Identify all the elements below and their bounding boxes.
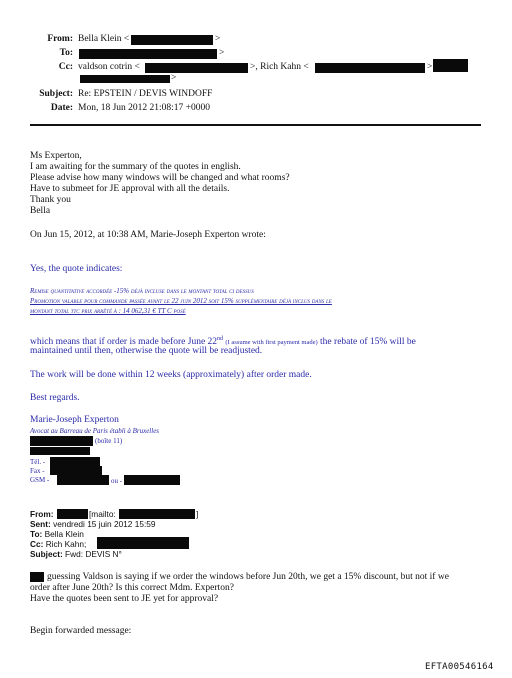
body-line: Ms Experton, (30, 151, 82, 161)
to-label: To: (59, 48, 73, 58)
redaction-block (30, 572, 44, 582)
fwd-subject-value: Fwd: DEVIS N° (65, 549, 122, 559)
fwd-to-label: To: (30, 529, 43, 539)
fwd-from-label: From: (30, 509, 54, 519)
from-gt: > (215, 34, 221, 44)
means-text-a: which means that if order is made before June 22 (30, 337, 218, 348)
guess-line: guessing Valdson is saying if we order the windows before Jun 20th, we get a 15% discount, but not if we (47, 572, 449, 582)
from-value: Bella Klein < (78, 34, 130, 44)
body-line: Have to submeet for JE approval with all the details. (30, 184, 230, 194)
redaction-block (30, 447, 90, 455)
redaction-block (80, 75, 170, 83)
fwd-subject (30, 549, 122, 559)
guess-line: Have the quotes been sent to JE yet for approval? (30, 594, 219, 604)
fwd-sent (30, 519, 155, 529)
redaction-block (30, 436, 93, 446)
means-line-2: maintained until then, otherwise the quote will be readjusted. (30, 346, 263, 356)
quoted-line: Yes, the quote indicates: (30, 264, 123, 274)
fwd-from (30, 509, 54, 519)
means-sup: nd (217, 336, 224, 342)
fwd-cc (30, 539, 86, 549)
redaction-block (97, 537, 189, 549)
fwd-subject-label: Subject: (30, 549, 63, 559)
signature-name: Marie-Joseph Experton (30, 415, 119, 425)
to-gt: > (219, 48, 225, 58)
guess-line: order after June 20th? Is this correct Mdm. Experton? (30, 583, 234, 593)
ou-label: ou - (111, 477, 123, 485)
redaction-block (433, 59, 468, 72)
means-text-b: the rebate of 15% will be (320, 337, 416, 348)
cc-label: Cc: (58, 62, 73, 72)
tel-label: Tél. - (30, 458, 46, 466)
cc-value-1: valdson cotrin < (78, 62, 140, 72)
redaction-block (131, 35, 213, 45)
signature-title: Avocat au Barreau de Paris établi à Bruxelles (30, 427, 160, 435)
redaction-block (124, 475, 180, 485)
cc-gt-2: > (427, 62, 433, 72)
subject-label: Subject: (39, 89, 73, 99)
document-id: EFTA00546164 (425, 662, 494, 672)
gsm-label: GSM - (30, 476, 50, 484)
work-line: The work will be done within 12 weeks (approximately) after order made. (30, 370, 312, 380)
begin-forwarded: Begin forwarded message: (30, 626, 132, 636)
fwd-sent-value: vendredi 15 juin 2012 15:59 (53, 519, 156, 529)
date-label: Date: (50, 103, 73, 113)
body-line: Thank you (30, 195, 71, 205)
fwd-cc-label: Cc: (30, 539, 44, 549)
fwd-sent-label: Sent: (30, 519, 51, 529)
fwd-to (30, 529, 84, 539)
redaction-block (145, 63, 248, 73)
fwd-mailto-end: ] (196, 509, 199, 519)
redaction-block (57, 475, 109, 485)
fwd-to-value: Bella Klein (44, 529, 84, 539)
from-label: From: (47, 34, 73, 44)
cc-gt-3: > (171, 73, 177, 83)
fwd-mailto: [mailto: (89, 509, 116, 519)
subject-value: Re: EPSTEIN / DEVIS WINDOFF (78, 89, 213, 99)
means-small: (I assume with first payment made) (225, 339, 318, 347)
promo-line-2: montant total ttc prix arrêté à : 14 062,31 € TT C posé (30, 307, 186, 315)
cc-value-2: >, Rich Kahn < (250, 62, 309, 72)
date-value: Mon, 18 Jun 2012 21:08:17 +0000 (78, 103, 211, 113)
boite-line: (boîte 11) (95, 437, 123, 445)
header-divider (30, 124, 481, 126)
remise-line: Remise quantitative accordée -15% déjà incluse dans le montant total ci dessus (30, 287, 254, 295)
redaction-block (79, 49, 217, 59)
redaction-block (119, 509, 195, 519)
redaction-block (315, 63, 425, 73)
regards-line: Best regards. (30, 393, 80, 403)
body-line: Bella (30, 206, 51, 216)
redaction-block (50, 466, 102, 475)
promo-line-1: Promotion valable pour commande passée avant le 22 juin 2012 soit 15% supplémentaire déjà inclus dans le (30, 297, 332, 305)
body-line: Please advise how many windows will be changed and what rooms? (30, 173, 290, 183)
quote-intro: On Jun 15, 2012, at 10:38 AM, Marie-Joseph Experton wrote: (30, 230, 266, 240)
body-line: I am awaiting for the summary of the quotes in english. (30, 162, 241, 172)
fwd-cc-value: Rich Kahn; (45, 539, 87, 549)
redaction-block (57, 509, 88, 519)
fax-label: Fax - (30, 467, 45, 475)
redaction-block (50, 457, 100, 466)
